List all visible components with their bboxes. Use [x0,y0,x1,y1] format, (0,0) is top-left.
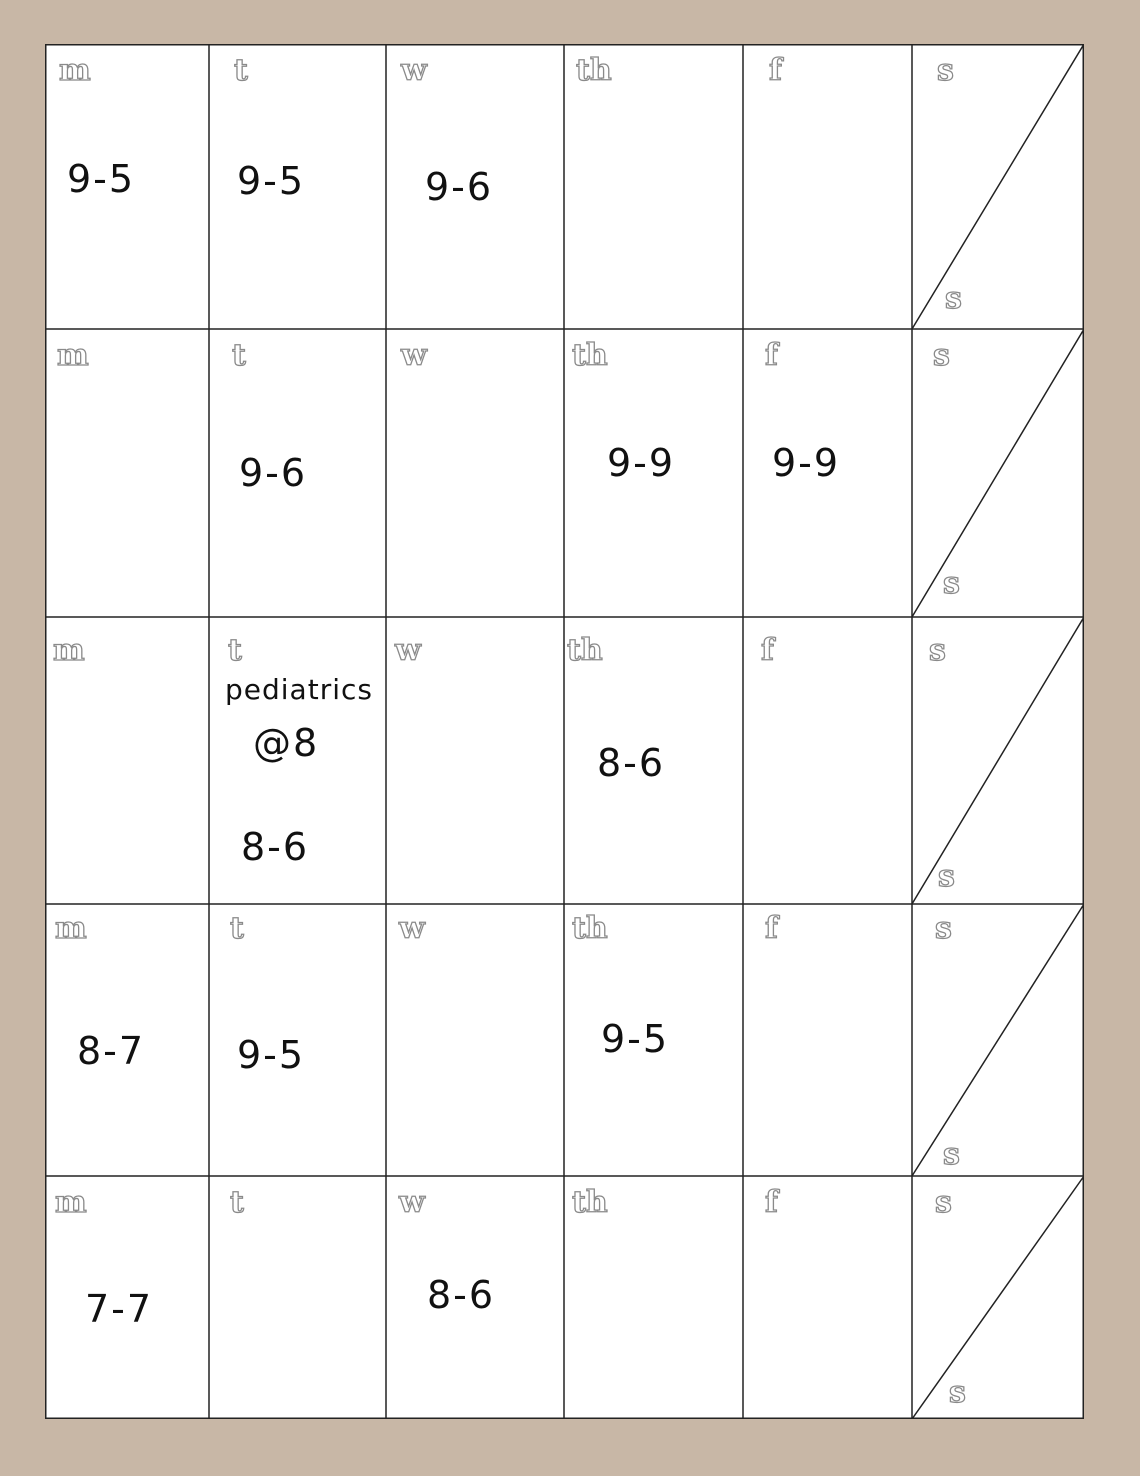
day-label-fri: f [761,633,774,668]
note-thu: 9-5 [601,1017,670,1061]
day-label-thu: th [572,338,608,373]
note-fri: 9-9 [772,441,841,485]
day-label-thu: th [567,633,603,668]
day-label-wed: w [399,1185,425,1220]
note-tue: 9-6 [239,451,308,495]
note-mon: 9-5 [67,157,136,201]
day-label-tue: t [230,1185,244,1220]
note-thu: 9-9 [607,441,676,485]
day-label-thu: th [576,53,612,88]
day-label-tue: t [232,338,246,373]
day-label-sun: s [943,1137,960,1172]
day-label-wed: w [395,633,421,668]
calendar-sheet [45,44,1084,1419]
day-label-tue: t [228,633,242,668]
day-label-fri: f [765,911,778,946]
day-label-wed: w [401,53,427,88]
day-label-tue: t [234,53,248,88]
day-label-fri: f [765,1185,778,1220]
day-label-mon: m [55,911,87,946]
note-tue: 9-5 [237,159,306,203]
note-wed: 9-6 [425,165,494,209]
note-mon: 7-7 [85,1287,154,1331]
day-label-sun: s [949,1375,966,1410]
day-label-wed: w [399,911,425,946]
day-label-sat: s [935,1185,952,1220]
day-label-sat: s [937,53,954,88]
day-label-sat: s [933,338,950,373]
note-thu: 8-6 [597,741,666,785]
note-tue-event-time: @8 [253,721,320,765]
note-tue: 9-5 [237,1033,306,1077]
note-wed: 8-6 [427,1273,496,1317]
day-label-sun: s [945,281,962,316]
note-tue: 8-6 [241,825,310,869]
day-label-wed: w [401,338,427,373]
note-mon: 8-7 [77,1029,146,1073]
day-label-mon: m [55,1185,87,1220]
calendar-grid [45,44,1084,1419]
day-label-tue: t [230,911,244,946]
day-label-sun: s [943,566,960,601]
day-label-sat: s [929,633,946,668]
day-label-thu: th [572,911,608,946]
day-label-sat: s [935,911,952,946]
note-tue-event: pediatrics [225,673,373,706]
day-label-mon: m [57,338,89,373]
day-label-mon: m [59,53,91,88]
day-label-fri: f [765,338,778,373]
day-label-fri: f [769,53,782,88]
day-label-mon: m [53,633,85,668]
day-label-sun: s [938,859,955,894]
day-label-thu: th [572,1185,608,1220]
